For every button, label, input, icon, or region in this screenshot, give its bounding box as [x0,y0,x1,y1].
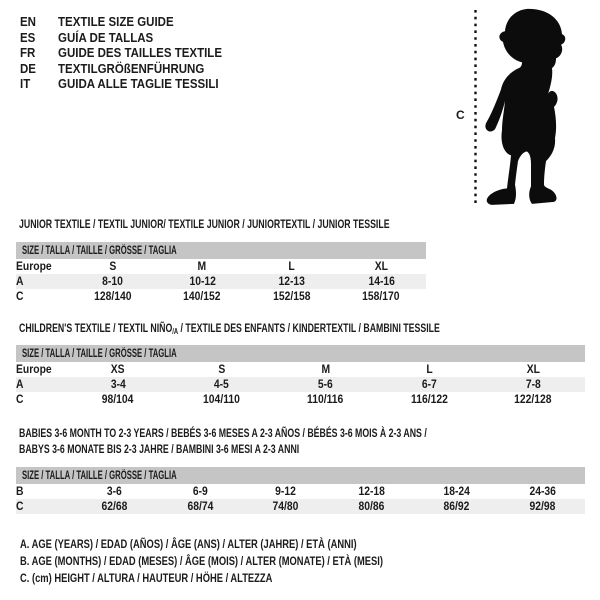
list-item [20,46,236,62]
lang-code: EN [20,15,36,29]
size-cell: 74/80 [272,500,299,513]
lang-code: FR [20,46,36,60]
row-label: Europe [16,260,52,273]
size-cell: 152/158 [273,290,311,303]
table-row [16,392,585,407]
lang-code: ES [20,30,36,45]
size-cell: 10-12 [189,275,216,288]
size-cell: 62/68 [101,500,128,513]
size-header-bar [16,467,585,484]
size-cell: 128/140 [94,290,132,303]
size-cell: 80/86 [358,500,385,513]
height-measure-label: C [456,108,465,122]
table-row [16,289,426,304]
list-item [20,77,236,93]
size-cell: M [321,363,330,376]
legend-line: A. AGE (YEARS) / EDAD (AÑOS) / ÂGE (ANS) / ALTER (JAHRE) / ETÀ (ANNI) [20,537,357,551]
lang-title: GUÍA DE TALLAS [58,30,154,45]
size-cell: 5-6 [318,378,333,391]
size-cell: 104/110 [203,393,241,406]
language-title-list [20,15,236,93]
table-row [16,484,585,499]
size-cell: 12-18 [358,485,385,498]
row-label: C [16,500,24,513]
size-header-bar [16,242,426,259]
size-header-bar [16,345,585,362]
lang-title: GUIDE DES TAILLES TEXTILE [58,46,223,60]
lang-title: GUIDA ALLE TAGLIE TESSILI [58,77,219,91]
size-cell: 158/170 [362,290,400,303]
size-cell: 7-8 [525,378,541,391]
size-cell: 140/152 [183,290,221,303]
size-cell: 6-7 [421,378,437,391]
lang-code: IT [20,77,31,91]
list-item [20,31,236,47]
children-section-title: CHILDREN'S TEXTILE / TEXTIL $NIÑO_{/A}$ / TEXTILE DES ENFANTS / KINDERTEXTIL / BAMBINI TESSILE [19,321,440,336]
row-label: Europe [16,363,52,376]
size-cell: 86/92 [443,500,470,513]
table-row [16,362,585,377]
size-cell: XL [526,363,540,376]
size-cell: 3-4 [110,378,126,391]
size-cell: 3-6 [107,485,123,498]
size-cell: 14-16 [368,275,395,288]
row-label: C [16,290,24,303]
row-label: C [16,393,24,406]
size-cell: L [426,363,433,376]
size-cell: 122/128 [514,393,552,406]
junior-size-table [16,242,426,304]
babies-section-title: BABIES 3-6 MONTH TO 2-3 YEARS / BEBÉS 3-6 MESES A 2-3 AÑOS / BÉBÉS 3-6 MOIS À 2-3 ANS / BABYS 3-6 MONATE BIS 2-3 JAHRE / BAMBINI 3-6 MESI A 2-3 ANNI [19,426,427,456]
size-cell: 68/74 [187,500,214,513]
row-label: A [16,275,24,288]
size-header-label: SIZE / TALLA / TAILLE / GRÖSSE / TAGLIA [22,469,177,482]
table-row [16,499,585,514]
junior-section-title: JUNIOR TEXTILE / TEXTIL JUNIOR/ TEXTILE JUNIOR / JUNIORTEXTIL / JUNIOR TESSILE [19,217,390,231]
table-row [16,377,585,392]
children-size-table [16,345,585,407]
table-row [16,259,426,274]
size-cell: S [218,363,226,376]
size-cell: L [288,260,295,273]
subscript-text: /A [172,327,179,336]
size-cell: 98/104 [102,393,134,406]
lang-title: TEXTILE SIZE GUIDE [58,15,174,29]
legend-line: B. AGE (MONTHS) / EDAD (MESES) / ÂGE (MOIS) / ALTER (MONATE) / ETÀ (MESI) [20,554,383,568]
legend-line: C. (cm) HEIGHT / ALTURA / HAUTEUR / HÖHE / ALTEZZA [20,571,273,585]
size-cell: 8-10 [102,275,124,288]
size-cell: S [109,260,117,273]
lang-title: TEXTILGRÖßENFÜHRUNG [58,61,205,76]
measure-legend [20,536,485,587]
list-item [20,62,236,78]
size-cell: M [197,260,207,273]
babies-size-table [16,467,585,514]
size-header-label: SIZE / TALLA / TAILLE / GRÖSSE / TAGLIA [22,347,177,360]
size-cell: 12-13 [278,275,305,288]
list-item [20,15,236,31]
size-cell: 18-24 [443,485,470,498]
size-cell: XL [374,260,388,273]
size-cell: 92/98 [529,500,556,513]
size-cell: XS [110,363,125,376]
size-cell: 24-36 [529,485,556,498]
row-label: A [16,378,24,391]
size-cell: 4-5 [214,378,230,391]
size-cell: 6-9 [192,485,208,498]
table-row [16,274,426,289]
size-header-label: SIZE / TALLA / TAILLE / GRÖSSE / TAGLIA [22,244,177,257]
row-label: B [16,485,24,498]
size-cell: 110/116 [307,393,344,406]
toddler-silhouette-icon [450,5,595,210]
lang-code: DE [20,61,36,76]
size-cell: 116/122 [410,393,448,406]
size-cell: 9-12 [275,485,297,498]
